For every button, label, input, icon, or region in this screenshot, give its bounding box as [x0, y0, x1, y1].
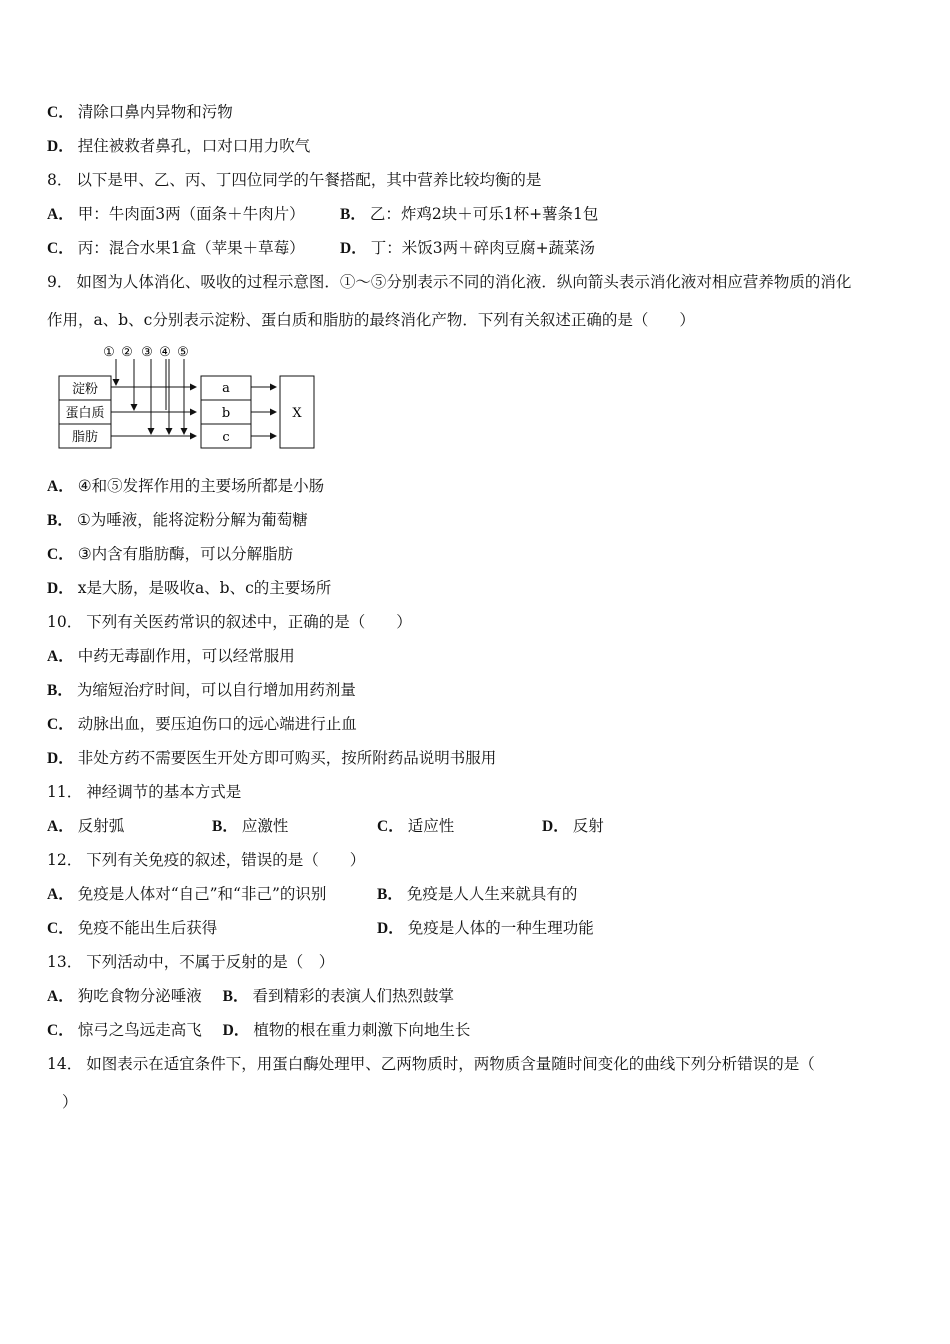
- option-label: C．: [377, 818, 404, 835]
- product-b: b: [221, 406, 231, 421]
- q13-stem: [47, 952, 334, 972]
- question-stem: 以下是甲、乙、丙、丁四位同学的午餐搭配，其中营养比较均衡的是: [76, 171, 542, 189]
- juice-labels: [103, 345, 189, 360]
- option-text: 反射: [572, 817, 604, 835]
- q11-option-c: [377, 816, 454, 837]
- option-label: A．: [47, 648, 74, 665]
- q8-option-b: [340, 204, 598, 225]
- question-stem-continued: ）: [62, 1093, 78, 1111]
- option-label: A．: [47, 206, 74, 223]
- question-number: 8．: [47, 171, 73, 189]
- q8-option-a: [47, 204, 305, 225]
- option-label: C．: [47, 104, 74, 121]
- q14-stem-line-1: [47, 1054, 815, 1074]
- q10-option-d: [47, 748, 496, 769]
- option-label: D．: [47, 138, 74, 155]
- q13-option-b: [223, 987, 454, 1005]
- option-text: ③内含有脂肪酶，可以分解脂肪: [77, 545, 294, 563]
- option-text: 为缩短治疗时间，可以自行增加用药剂量: [76, 681, 356, 699]
- option-text: 惊弓之鸟远走高飞: [77, 1021, 202, 1039]
- q9-option-d: [47, 578, 331, 599]
- q9-option-a: [47, 476, 324, 497]
- option-text: 免疫是人体对“自己”和“非己”的识别: [77, 885, 327, 903]
- q13-option-c: [47, 1021, 202, 1039]
- question-number: 9．: [47, 273, 73, 291]
- option-label: C．: [47, 240, 74, 257]
- option-text: 狗吃食物分泌唾液: [77, 987, 202, 1005]
- option-text: 丁：米饭3两＋碎肉豆腐+蔬菜汤: [370, 239, 596, 257]
- option-text: 清除口鼻内异物和污物: [77, 103, 233, 121]
- option-text: 应激性: [241, 817, 289, 835]
- q9-option-b: [47, 510, 308, 531]
- question-number: 14．: [47, 1055, 83, 1073]
- q11-option-b: [212, 816, 288, 837]
- q10-stem: [47, 612, 412, 632]
- option-text: 免疫是人体的一种生理功能: [407, 919, 594, 937]
- option-label: D．: [47, 580, 74, 597]
- juice-label-1: ①: [103, 345, 115, 360]
- q11-option-a: [47, 816, 124, 837]
- option-label: D．: [377, 920, 404, 937]
- q7-option-c: [47, 102, 233, 123]
- juice-label-4: ④: [159, 345, 171, 360]
- question-stem: 下列有关医药常识的叙述中，正确的是（ ）: [86, 613, 412, 631]
- option-label: A．: [47, 818, 74, 835]
- question-stem: 如图表示在适宜条件下，用蛋白酶处理甲、乙两物质时，两物质含量随时间变化的曲线下列分析错误的是（: [86, 1055, 815, 1073]
- option-text: 植物的根在重力刺激下向地生长: [253, 1021, 471, 1039]
- digestion-diagram: [56, 342, 326, 457]
- option-label: D．: [542, 818, 569, 835]
- option-label: A．: [47, 478, 74, 495]
- question-stem-continued: 作用，a、b、c分别表示淀粉、蛋白质和脂肪的最终消化产物．下列有关叙述正确的是（ ）: [47, 311, 695, 329]
- option-text: ④和⑤发挥作用的主要场所都是小肠: [77, 477, 325, 495]
- nutrient-starch: 淀粉: [71, 382, 99, 397]
- option-label: D．: [340, 240, 367, 257]
- option-text: x是大肠，是吸收a、b、c的主要场所: [77, 579, 332, 597]
- option-label: C．: [47, 1022, 74, 1039]
- q14-stem-line-2: [62, 1092, 78, 1112]
- q11-option-d: [542, 816, 604, 837]
- question-stem: 下列活动中，不属于反射的是（ ）: [86, 953, 335, 971]
- q13-options-row-2: [47, 1020, 470, 1041]
- q12-stem: [47, 850, 365, 870]
- q9-option-c: [47, 544, 293, 565]
- q10-option-b: [47, 680, 356, 701]
- q7-option-d: [47, 136, 310, 157]
- option-text: 中药无毒副作用，可以经常服用: [77, 647, 295, 665]
- juice-label-2: ②: [121, 345, 133, 360]
- q12-options-row-1: [47, 884, 867, 904]
- question-stem: 下列有关免疫的叙述，错误的是（ ）: [86, 851, 366, 869]
- option-label: B．: [340, 206, 366, 223]
- q12-options-row-2: [47, 918, 867, 938]
- question-number: 11．: [47, 783, 83, 801]
- question-stem: 如图为人体消化、吸收的过程示意图．①～⑤分别表示不同的消化液．纵向箭头表示消化液对相应营养物质的消化: [76, 273, 852, 291]
- product-c: c: [222, 430, 230, 445]
- option-label: B．: [212, 818, 238, 835]
- q12-option-c: [47, 918, 217, 939]
- q12-option-a: [47, 884, 326, 905]
- option-label: A．: [47, 988, 74, 1005]
- option-label: B．: [47, 512, 73, 529]
- product-a: a: [222, 381, 230, 396]
- option-label: B．: [222, 988, 249, 1005]
- option-label: D．: [47, 750, 74, 767]
- question-number: 10．: [47, 613, 83, 631]
- q8-stem: [47, 170, 541, 190]
- organ-x: X: [292, 406, 302, 421]
- option-text: 反射弧: [77, 817, 125, 835]
- option-text: 免疫是人人生来就具有的: [406, 885, 578, 903]
- q11-stem: [47, 782, 241, 802]
- q13-option-d: [223, 1021, 471, 1039]
- question-number: 12．: [47, 851, 83, 869]
- option-text: 捏住被救者鼻孔，口对口用力吹气: [77, 137, 311, 155]
- q8-option-c: [47, 238, 305, 259]
- option-text: 甲：牛肉面3两（面条＋牛肉片）: [77, 205, 305, 223]
- juice-label-5: ⑤: [177, 345, 189, 360]
- question-number: 13．: [47, 953, 83, 971]
- option-text: 乙：炸鸡2块＋可乐1杯+薯条1包: [369, 205, 599, 223]
- option-label: D．: [222, 1022, 250, 1039]
- option-text: 适应性: [407, 817, 455, 835]
- option-text: 看到精彩的表演人们热烈鼓掌: [252, 987, 455, 1005]
- option-label: A．: [47, 886, 74, 903]
- q9-stem-line-2: [47, 310, 695, 330]
- option-label: C．: [47, 716, 74, 733]
- nutrient-protein: 蛋白质: [65, 406, 105, 421]
- option-text: 非处方药不需要医生开处方即可购买，按所附药品说明书服用: [77, 749, 497, 767]
- question-stem: 神经调节的基本方式是: [86, 783, 242, 801]
- juice-label-3: ③: [141, 345, 153, 360]
- q12-option-d: [377, 918, 594, 939]
- q12-option-b: [377, 884, 577, 905]
- option-label: C．: [47, 920, 74, 937]
- q8-option-d: [340, 238, 595, 259]
- option-label: C．: [47, 546, 74, 563]
- q9-stem-line-1: [47, 272, 851, 292]
- option-text: 免疫不能出生后获得: [77, 919, 218, 937]
- q11-options-row: [47, 816, 867, 836]
- option-text: 动脉出血，要压迫伤口的远心端进行止血: [77, 715, 357, 733]
- option-label: B．: [377, 886, 403, 903]
- q13-option-a: [47, 987, 202, 1005]
- option-label: B．: [47, 682, 73, 699]
- option-text: 丙：混合水果1盒（苹果＋草莓）: [77, 239, 305, 257]
- nutrient-fat: 脂肪: [71, 430, 99, 445]
- q13-options-row-1: [47, 986, 454, 1007]
- option-text: ①为唾液，能将淀粉分解为葡萄糖: [76, 511, 308, 529]
- q10-option-a: [47, 646, 295, 667]
- q10-option-c: [47, 714, 357, 735]
